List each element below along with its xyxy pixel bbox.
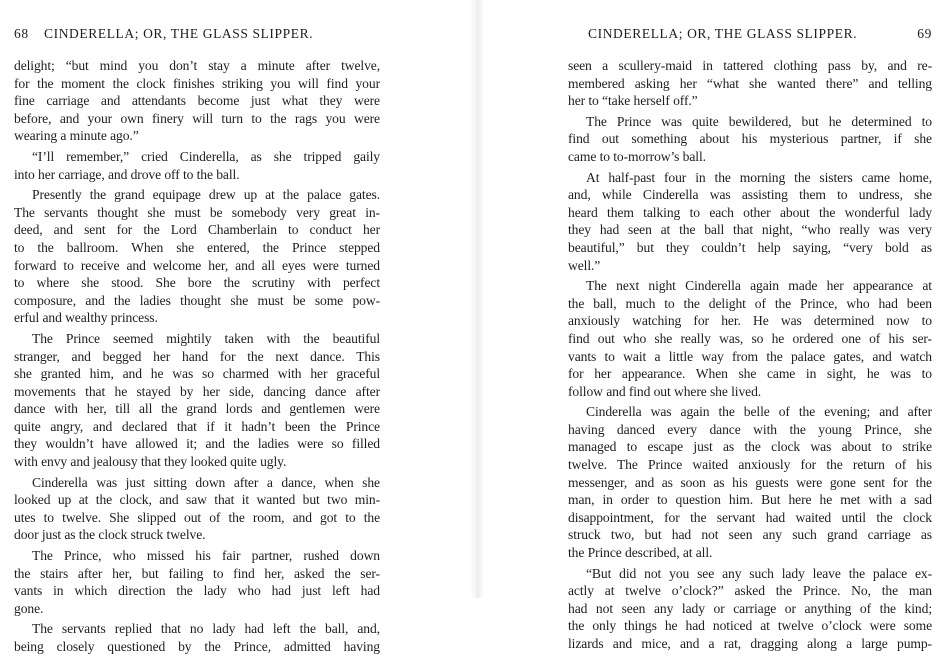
text-line: they had seen at the ball that night, “who really was very: [568, 222, 932, 238]
right-page-header: [568, 26, 932, 42]
text-line: The servants replied that no lady had left the ball, and,: [32, 621, 380, 637]
text-line: follow and find out where she lived.: [568, 383, 762, 399]
left-page-body: [14, 57, 380, 656]
text-line: membered asking her “what she wanted there” and telling: [568, 75, 932, 91]
text-line: disappointment, for the servant had waited until the clock: [568, 509, 932, 525]
text-line: for the moment the clock finishes striking you will find your: [14, 75, 380, 91]
text-line: looked up at the clock, and saw that it wanted but two min-: [14, 492, 380, 508]
text-line: Cinderella was just sitting down after a dance, when she: [32, 474, 380, 490]
text-line: actly at twelve o’clock?” asked the Prince. No, the man: [568, 583, 932, 599]
text-line: had not seen any lady or carriage or anything of the kind;: [568, 600, 932, 616]
text-line: twelve. The Prince waited anxiously for the return of his: [568, 457, 932, 473]
text-line: having danced every dance with the young Prince, she: [568, 421, 932, 437]
text-line: find out something about his mysterious partner, if she: [568, 131, 932, 147]
text-line: wearing a minute ago.”: [14, 128, 139, 144]
text-line: door just as the clock struck twelve.: [14, 527, 206, 543]
text-line: the stairs after her, but failing to find her, asked the ser-: [14, 565, 380, 581]
text-line: the ball, much to the delight of the Prince, who had been: [568, 295, 932, 311]
text-line: to the ballroom. When she entered, the Prince stepped: [14, 239, 380, 255]
text-line: heard them talking to each other about the wonderful lady: [568, 204, 932, 220]
text-line: beautiful,” but they couldn’t help saying, “very bold as: [568, 239, 932, 255]
text-line: The Prince, who missed his fair partner, rushed down: [32, 548, 380, 564]
text-line: The servants thought she must be somebody very great in-: [14, 204, 380, 220]
text-line: delight; “but mind you don’t stay a minute after twelve,: [14, 58, 380, 73]
text-line: they wouldn’t have allowed it; and the ladies were so filled: [14, 436, 380, 452]
text-line: came to to-morrow’s ball.: [568, 148, 706, 164]
text-line: being closely questioned by the Prince, admitted having: [14, 639, 380, 654]
text-line: Presently the grand equipage drew up at the palace gates.: [32, 187, 380, 203]
text-line: The Prince seemed mightily taken with the beautiful: [32, 330, 380, 346]
text-line: the Prince described, at all.: [568, 545, 713, 561]
text-line: before, and your own finery will turn to the rags you were: [14, 110, 380, 126]
text-line: to where she stood. She bore the scrutiny with perfect: [14, 275, 380, 291]
text-line: seen a scullery-maid in tattered clothing pass by, and re-: [568, 58, 932, 73]
text-line: stranger, and begged her hand for the next dance. This: [14, 348, 380, 364]
left-page-header: [14, 26, 380, 42]
text-line: forward to receive and welcome her, and all eyes were turned: [14, 257, 380, 273]
text-line: the only things he had noticed at twelve o’clock were some: [568, 618, 932, 634]
text-line: for her appearance. When she came in sight, he was to: [568, 366, 932, 382]
text-line: erful and wealthy princess.: [14, 310, 158, 326]
text-line: vants to wait a little way from the palace gates, and watch: [568, 348, 932, 364]
book-gutter: [470, 0, 484, 598]
text-line: and, while Cinderella was assisting them to undress, she: [568, 187, 932, 203]
text-line: Cinderella was again the belle of the evening; and after: [586, 404, 932, 420]
text-line: well.”: [568, 257, 601, 273]
text-line: quite angry, and declared that if it hadn’t been the Prince: [14, 418, 380, 434]
text-line: The Prince was quite bewildered, but he determined to: [586, 113, 932, 129]
text-line: into her carriage, and drove off to the ball.: [14, 166, 240, 182]
text-line: movements that he stayed by her side, dancing dance after: [14, 383, 380, 399]
text-line: find out who she really was, so he ordered one of his ser-: [568, 330, 932, 346]
text-line: utes to twelve. She slipped out of the room, and got to the: [14, 509, 380, 525]
text-line: deed, and sent for the Lord Chamberlain to conduct her: [14, 222, 380, 238]
page-number: 68: [14, 26, 29, 41]
text-line: anxiously watching for her. He was determined now to: [568, 313, 932, 329]
text-line: vants in which direction the lady who had just left had: [14, 583, 380, 599]
text-line: lizards and mice, and a rat, dragging along a large pump-: [568, 636, 932, 651]
page-number: 69: [917, 26, 932, 41]
text-line: messenger, and as soon as his guests were gone sent for the: [568, 474, 932, 490]
text-line: she granted him, and he was so charmed with her graceful: [14, 366, 380, 382]
text-line: struck two, but had not seen any such grand carriage as: [568, 527, 932, 543]
running-title: CINDERELLA; OR, THE GLASS SLIPPER.: [588, 26, 858, 41]
text-line: dance with her, till all the grand lords and gentlemen were: [14, 401, 380, 417]
text-line: with envy and jealousy that they looked quite ugly.: [14, 454, 287, 470]
text-line: The next night Cinderella again made her appearance at: [586, 278, 932, 294]
right-page-body: [568, 57, 932, 653]
text-line: At half-past four in the morning the sisters came home,: [586, 169, 932, 185]
text-line: composure, and the ladies thought she must be some pow-: [14, 292, 380, 308]
running-title: CINDERELLA; OR, THE GLASS SLIPPER.: [44, 26, 314, 41]
text-line: fine carriage and attendants become just what they were: [14, 93, 380, 109]
text-line: managed to escape just as the clock was about to strike: [568, 439, 932, 455]
text-line: “But did not you see any such lady leave the palace ex-: [586, 565, 932, 581]
text-line: gone.: [14, 600, 44, 616]
text-line: her to “take herself off.”: [568, 93, 698, 109]
text-line: man, in order to question him. But here he met with a sad: [568, 492, 932, 508]
text-line: “I’ll remember,” cried Cinderella, as she tripped gaily: [32, 148, 380, 164]
